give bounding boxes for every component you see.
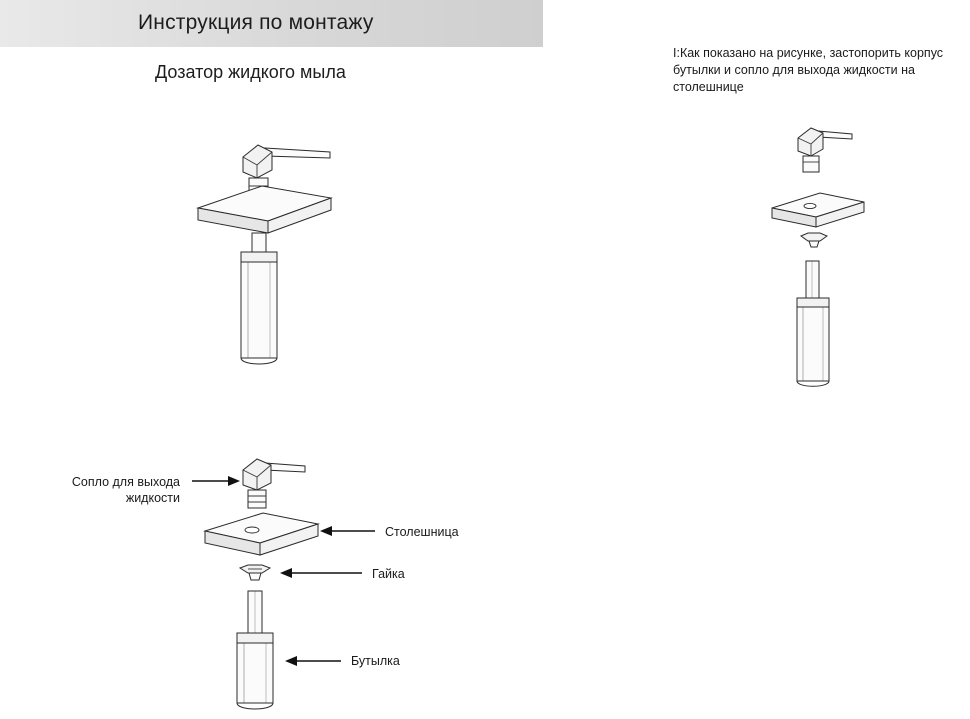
label-bottle: Бутылка [351, 654, 400, 668]
label-countertop: Столешница [385, 525, 459, 539]
product-subtitle: Дозатор жидкого мыла [155, 62, 346, 82]
label-nozzle: Сопло для выхода жидкости [71, 475, 180, 505]
callout-arrows [192, 476, 375, 666]
page-title: Инструкция по монтажу [138, 11, 374, 34]
installation-note: I:Как показано на рисунке, застопорить корпус бутылки и сопло для выхода жидкости на столешнице [673, 46, 944, 94]
label-nut: Гайка [372, 567, 405, 581]
exploded-dispenser [205, 459, 318, 709]
small-exploded-dispenser [772, 128, 864, 386]
assembled-dispenser [198, 145, 331, 364]
